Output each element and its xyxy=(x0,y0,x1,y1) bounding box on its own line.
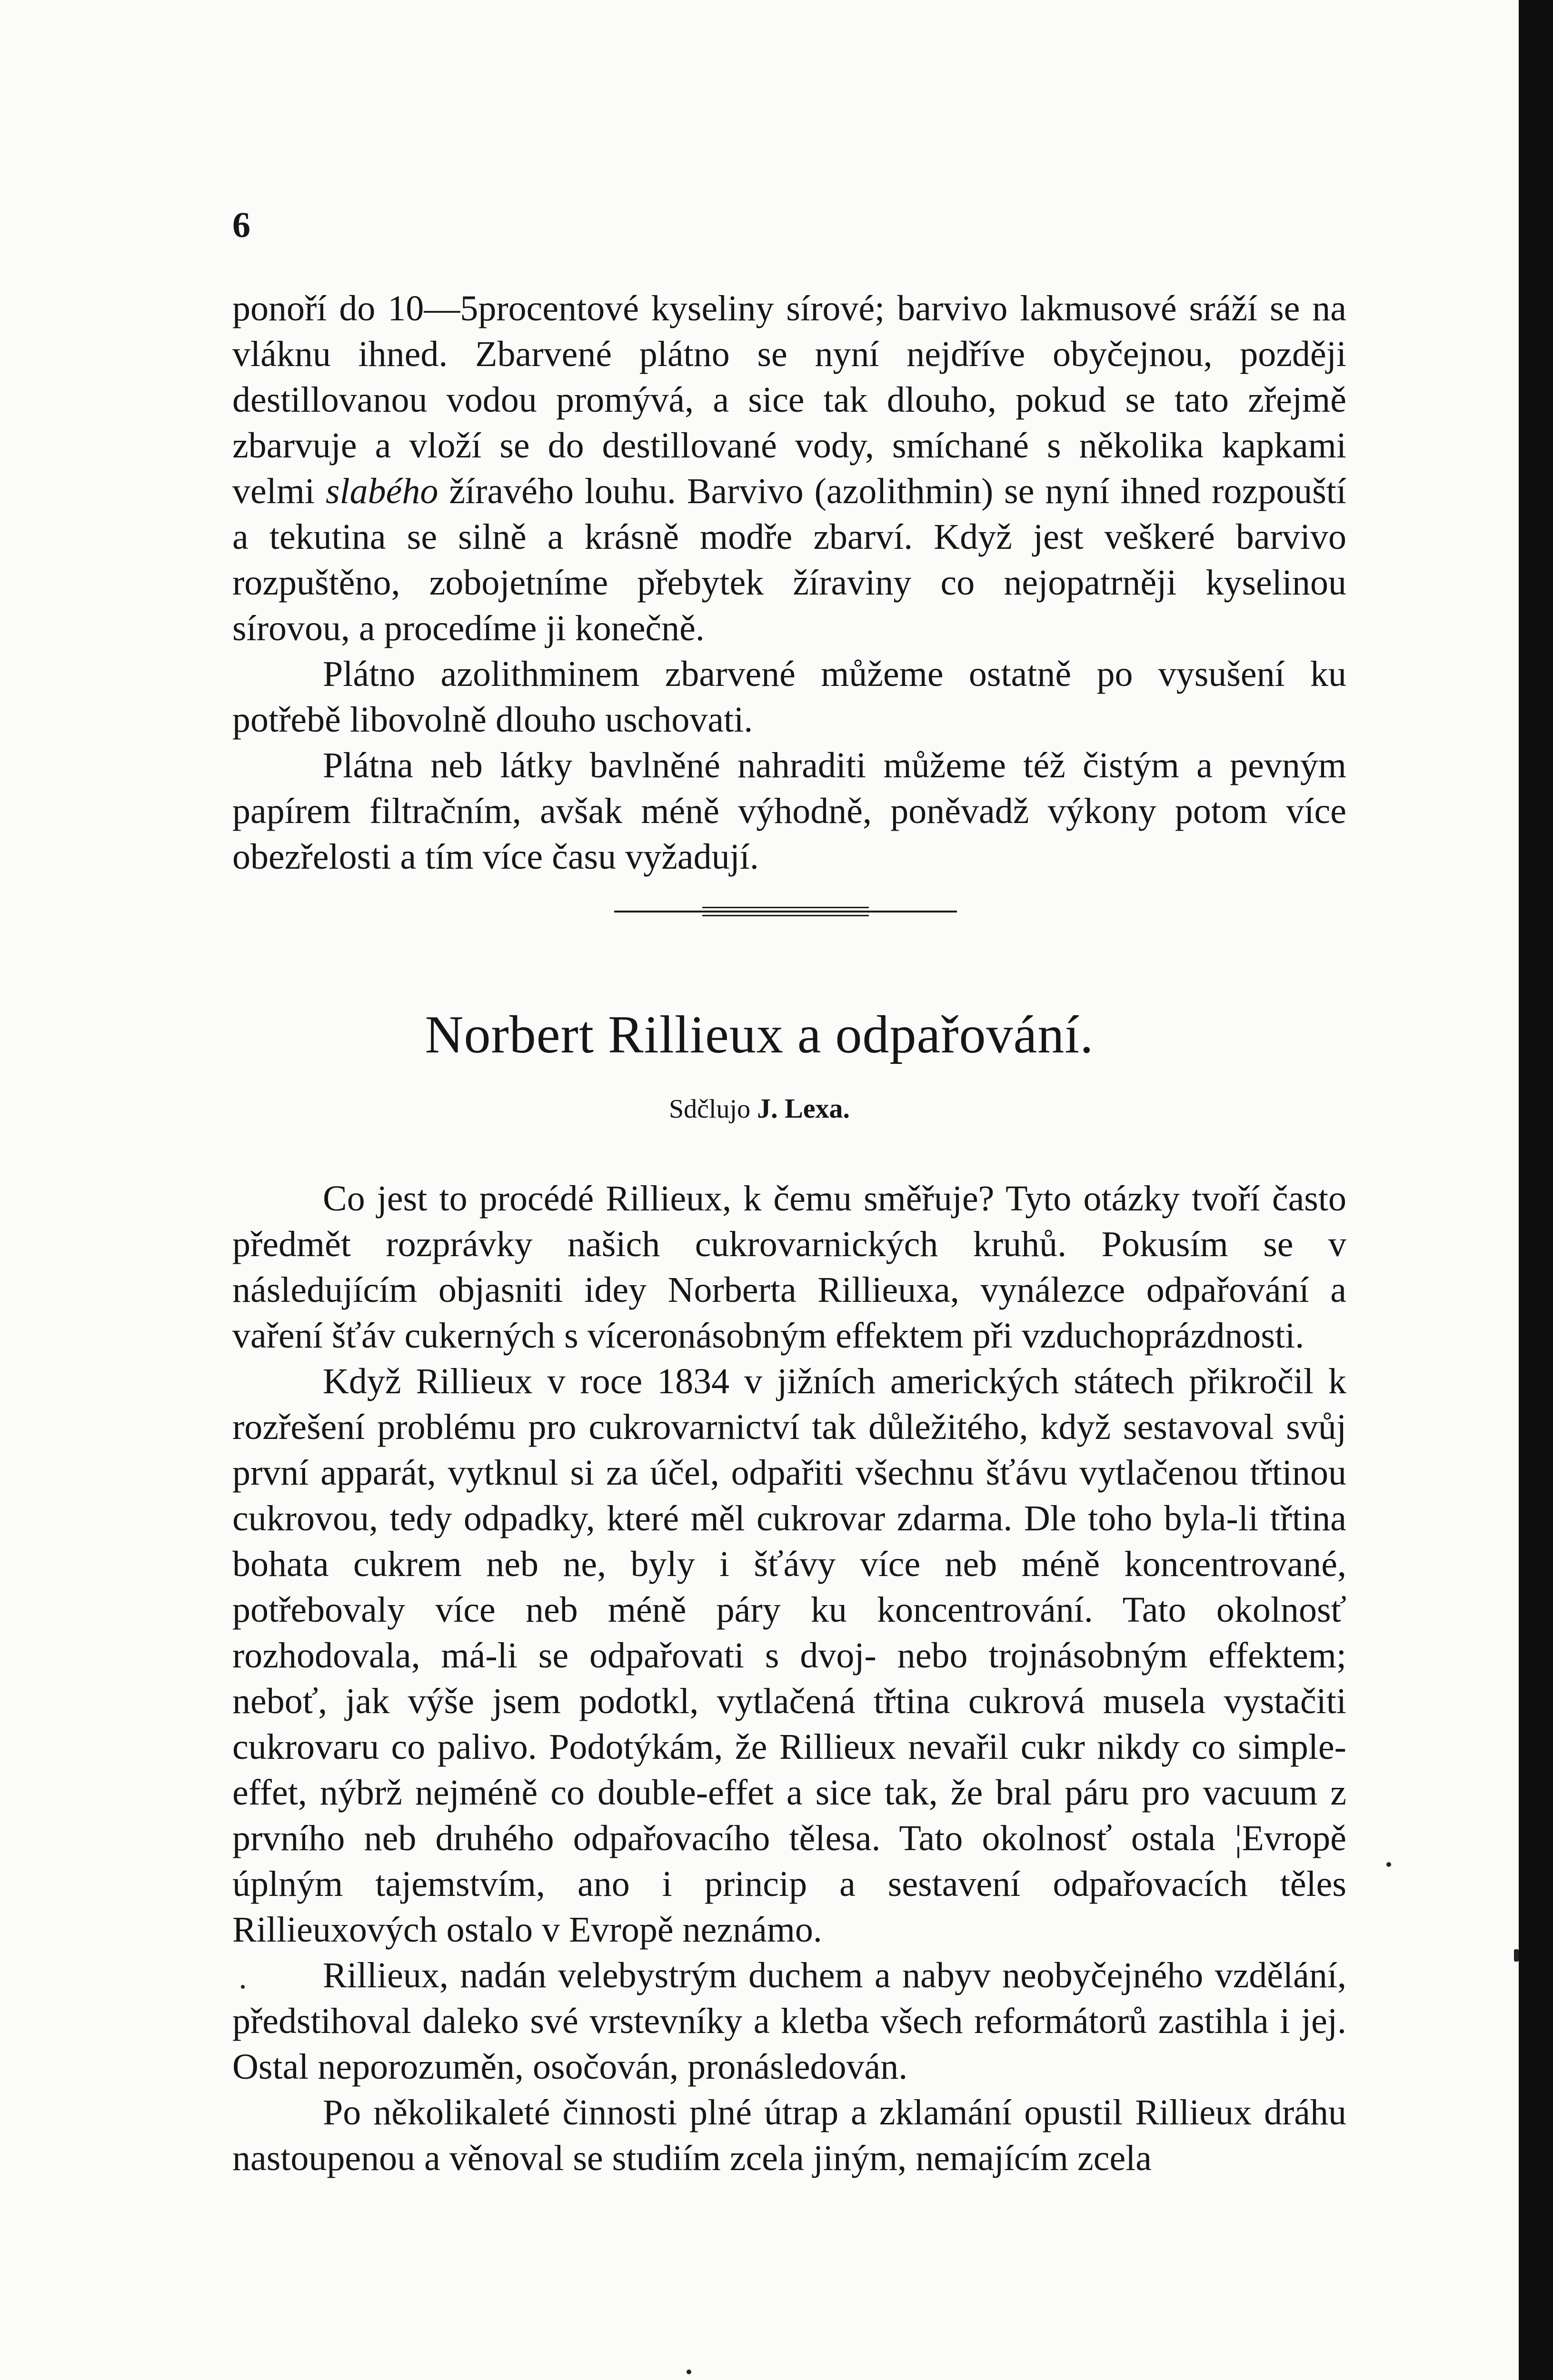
paragraph xyxy=(232,286,1346,651)
separator-rule xyxy=(614,911,957,912)
separator-rule xyxy=(702,915,869,916)
article-body xyxy=(232,1176,1346,2181)
paragraph: Plátno azolithminem zbarvené můžeme ostatně po vysušení ku potřebě libovolně dlouho uschovati. xyxy=(232,654,1346,740)
print-speck xyxy=(687,2370,691,2374)
section-separator xyxy=(614,904,957,919)
paragraph: Plátna neb látky bavlněné nahraditi můžeme též čistým a pevným papírem filtračním, avšak méně výhodně, poněvadž výkony potom více obezřelosti a tím více času vyžadují. xyxy=(232,745,1346,877)
paragraph: Když Rillieux v roce 1834 v jižních amerických státech přikročil k rozřešení problému pro cukrovarnictví tak důležitého, když sestavoval svůj první apparát, vytknul si za účel, odpařiti všechnu šťávu vytlačenou třtinou cukrovou, tedy odpadky, které měl cukrovar zdarma. Dle toho byla-li třtina bohata cukrem neb ne, byly i šťávy více neb méně koncentrované, potřebovaly více neb méně páry ku koncentrování. Tato okolnosť rozhodovala, má-li se odpařovati s dvoj- nebo trojnásobným effektem; neboť, jak výše jsem podotkl, vytlačená třtina cukrová musela vystačiti cukrovaru co palivo. Podotýkám, že Rillieux nevařil cukr nikdy co simple-effet, nýbrž nejméně co double-effet a sice tak, že bral páru pro vacuum z prvního neb druhého odpařovacího tělesa. Tato okolnosť ostala ¦Evropě úplným tajemstvím, ano i princip a sestavení odpařovacích těles Rillieuxových ostalo v Evropě neznámo. xyxy=(232,1361,1346,1950)
paragraph: Rillieux, nadán velebystrým duchem a nabyv neobyčejného vzdělání, předstihoval daleko své vrstevníky a kletba všech reformátorů zastihla i jej. Ostal neporozuměn, osočován, pronásledován. xyxy=(232,1955,1346,2087)
paragraph: Po několikaleté činnosti plné útrap a zklamání opustil Rillieux dráhu nastoupenou a věnoval se studiím zcela jiným, nemajícím zcela xyxy=(232,2092,1346,2178)
scan-edge xyxy=(1519,0,1553,2380)
paragraph-text: žíravého louhu. Barvivo (azolithmin) se nyní ihned rozpouští a tekutina se silně a krásně modře zbarví. Když jest veškeré barvivo rozpuštěno, zobojetníme přebytek žíraviny co nejopatrněji kyselinou sírovou, a procedíme ji konečně. xyxy=(232,471,1346,648)
continued-text xyxy=(232,286,1346,880)
separator-rule xyxy=(702,907,869,908)
byline-author: J. Lexa. xyxy=(757,1093,850,1124)
page-number: 6 xyxy=(232,205,250,245)
byline xyxy=(0,1095,1519,1122)
paragraph-text: ponoří do 10—5procentové kyseliny sírové; barvivo lakmusové sráží se na vláknu ihned. Zbarvené plátno se nyní nejdříve obyčejnou, později destillovanou vodou promývá, a sice tak dlouho, pokud se tato zřejmě zbarvuje a vloží se do destillované vody, smíchané s několika kapkami velmi xyxy=(232,288,1346,511)
print-speck xyxy=(1386,1862,1391,1867)
byline-prefix: Sdčlujo xyxy=(668,1094,751,1124)
article-title: Norbert Rillieux a odpařování. xyxy=(425,1005,1094,1064)
italic-word: slabého xyxy=(325,471,438,511)
paragraph: Co jest to procédé Rillieux, k čemu směřuje? Tyto otázky tvoří často předmět rozprávky našich cukrovarnických kruhů. Pokusím se v následujícím objasniti idey Norberta Rillieuxa, vynálezce odpařování a vaření šťáv cukerných s víceronásobným effektem při vzduchoprázdnosti. xyxy=(232,1179,1346,1356)
print-speck xyxy=(241,1985,245,1989)
print-speck xyxy=(1514,1949,1519,1962)
